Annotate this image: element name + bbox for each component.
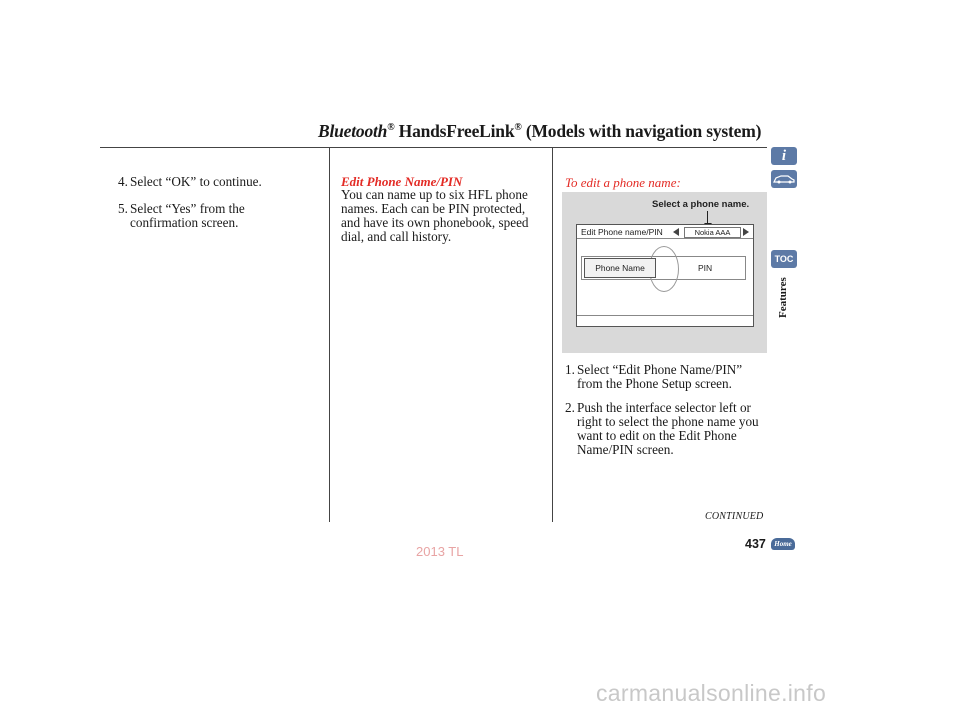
arrow-right-icon: [743, 228, 749, 236]
step-text-line: Push the interface selector left or: [577, 400, 751, 415]
step-number: 5.: [118, 201, 128, 216]
header-reg-mark-2: ®: [514, 122, 522, 133]
step-4: [118, 175, 323, 189]
car-glyph-icon: [773, 174, 795, 184]
illustration-callout: Select a phone name.: [652, 199, 750, 210]
section-heading: Edit Phone Name/PIN: [341, 174, 463, 189]
step-5: [118, 202, 323, 230]
page-header: [318, 121, 761, 142]
car-icon[interactable]: [771, 170, 797, 188]
step-text-line: Select “Edit Phone Name/PIN”: [577, 362, 743, 377]
continued-label: CONTINUED: [705, 511, 764, 522]
step-text-line: want to edit on the Edit Phone: [577, 428, 737, 443]
header-product: HandsFreeLink: [394, 121, 515, 141]
watermark: 2013 TL: [416, 544, 464, 559]
step-number: 1.: [565, 362, 575, 377]
pin-button: PIN: [698, 263, 713, 273]
footer-site: carmanualsonline.info: [596, 680, 827, 706]
subheading: To edit a phone name:: [565, 175, 681, 190]
phone-selector: Nokia AAA: [684, 227, 741, 238]
home-icon[interactable]: Home: [771, 538, 795, 550]
column-divider-2: [552, 148, 553, 522]
section-tab-label: Features: [777, 277, 789, 318]
screen-footer-rule: [577, 315, 753, 316]
header-reg-mark: ®: [387, 122, 395, 133]
step-text-line: Select “Yes” from the: [130, 201, 245, 216]
step-2: [565, 401, 770, 457]
step-text-line: from the Phone Setup screen.: [577, 376, 732, 391]
screen-title-rule: [577, 238, 753, 239]
column-divider-1: [329, 148, 330, 522]
step-1: [565, 363, 770, 391]
header-rule: [100, 147, 767, 148]
arrow-left-icon: [673, 228, 679, 236]
step-number: 4.: [118, 174, 128, 189]
paragraph-line: and have its own phonebook, speed: [341, 215, 529, 230]
step-text-line: Name/PIN screen.: [577, 442, 674, 457]
header-brand: Bluetooth: [318, 121, 388, 141]
header-suffix: (Models with navigation system): [521, 121, 762, 141]
paragraph-line: dial, and call history.: [341, 229, 452, 244]
paragraph-line: names. Each can be PIN protected,: [341, 201, 526, 216]
page-number: 437: [745, 537, 766, 551]
phone-name-button: Phone Name: [584, 258, 656, 278]
step-text: Select “OK” to continue.: [130, 174, 262, 189]
info-icon[interactable]: i: [771, 147, 797, 165]
section-paragraph: [341, 188, 551, 244]
step-text-line: confirmation screen.: [130, 215, 239, 230]
paragraph-line: You can name up to six HFL phone: [341, 187, 528, 202]
toc-button[interactable]: TOC: [771, 250, 797, 268]
screen-title: Edit Phone name/PIN: [581, 227, 663, 237]
step-text-line: right to select the phone name you: [577, 414, 759, 429]
step-number: 2.: [565, 400, 575, 415]
